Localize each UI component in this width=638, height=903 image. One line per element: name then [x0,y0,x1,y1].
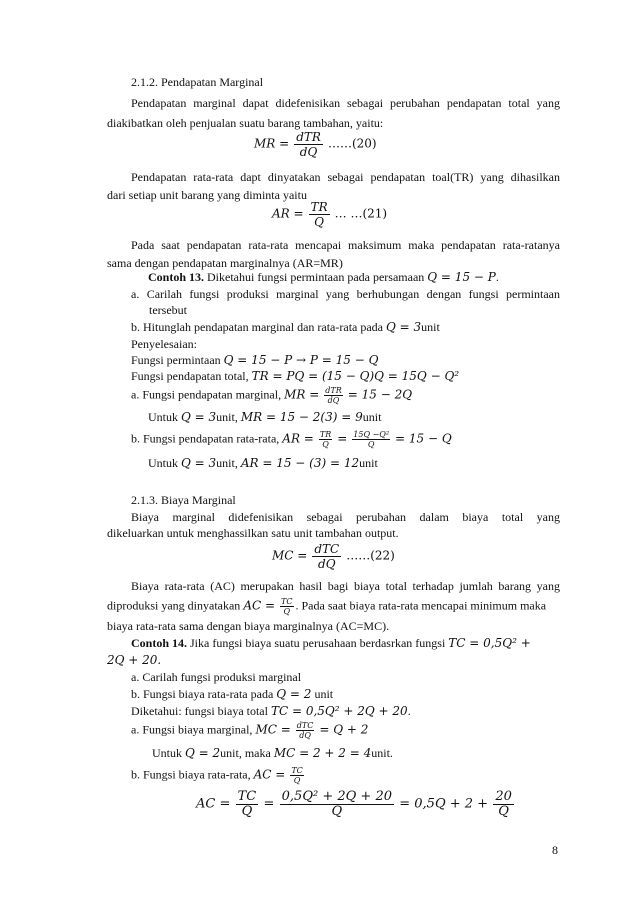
fraction: $\frac{20}{Q}$ [495,789,512,819]
page-number: 8 [552,843,558,857]
solution-b-result: Untuk Q = 3unit, AR = 15 − (3) = 12unit [148,456,378,470]
list-item-a-cont: tersebut [149,303,187,317]
given-cost-function: Diketahui: fungsi biaya total TC = 0,5Q² + 2Q + 20. [131,704,411,718]
paragraph-line: Pendapatan marginal dapat didefenisikan sebagai perubahan pendapatan total yang [131,96,560,110]
fraction: $\frac{\text{dTC}}{dQ}$ [314,542,340,571]
solution-b: b. Fungsi biaya rata-rata, AC = $\frac{TC}{Q}$ [131,766,303,785]
example-14-cont: 2Q + 20. [107,653,162,667]
list-item-b: b. Hitunglah pendapatan marginal dan rata-rata pada Q = 3unit [131,320,440,334]
fraction: $\frac{TC}{Q}$ [237,789,257,819]
solution-a: a. Fungsi biaya marginal, MC = $\frac{\text{dTC}}{dQ}$ = Q + 2 [131,721,369,740]
fraction: $\frac{TC}{Q}$ [281,597,293,616]
solution-b: b. Fungsi pendapatan rata-rata, AR = $\frac{TR}{Q}$ = $\frac{\text{15Q −Q²}}{Q}$ = 15 − Q [131,430,452,449]
fraction: $\frac{\text{0,5Q² + 2Q + 20}}{Q}$ [281,789,392,819]
section-heading-212: 2.1.2. Pendapatan Marginal [131,75,264,89]
solution-a-result: Untuk Q = 3unit, MR = 15 − 2(3) = 9unit [148,410,382,424]
solution-a: a. Fungsi pendapatan marginal, MR = $\frac{\text{dTR}}{dQ}$ = 15 − 2Q [131,386,413,405]
paragraph-line: dari setiap unit barang yang diminta yaitu [107,188,307,202]
paragraph-line: Pendapatan rata-rata dapt dinyatakan sebagai pendapatan toal(TR) yang dihasilkan [131,170,560,184]
revenue-function: Fungsi pendapatan total, TR = PQ = (15 − Q)Q = 15Q − Q² [131,369,460,383]
paragraph-line: Pada saat pendapatan rata-rata mencapai maksimum maka pendapatan rata-ratanya [131,238,560,252]
paragraph-line: diakibatkan oleh penjualan suatu barang tambahan, yaitu: [107,116,384,130]
equation-20: MR = $\frac{\text{dTR}}{dQ}$ ……(20) [254,130,377,159]
paragraph-line: dikeluarkan untuk menghassilkan satu unit tambahan output. [107,526,399,540]
equation-22: MC = $\frac{\text{dTC}}{dQ}$ ……(22) [272,542,395,571]
fraction: $\frac{TC}{Q}$ [291,766,303,785]
solution-a-result: Untuk Q = 2unit, maka MC = 2 + 2 = 4unit. [152,746,393,760]
fraction: $\frac{TR}{Q}$ [319,430,332,449]
fraction: $\frac{TR}{Q}$ [310,200,328,229]
fraction: $\frac{\text{dTR}}{dQ}$ [296,130,321,159]
example-13: Contoh 13. Diketahui fungsi permintaan pada persamaan Q = 15 − P. [148,270,499,284]
list-item-a: a. Carilah fungsi produksi marginal [131,670,302,684]
solution-label: Penyelesaian: [131,337,197,351]
paragraph-line: Biaya rata-rata (AC) merupakan hasil bagi biaya total terhadap jumlah barang yang [131,579,560,593]
example-14: Contoh 14. Jika fungsi biaya suatu perusahaan berdasrkan fungsi TC = 0,5Q² + [131,636,531,650]
equation-ac-final: AC = $\frac{TC}{Q}$ = $\frac{\text{0,5Q² + 2Q + 20}}{Q}$ = 0,5Q + 2 + $\frac{20}{Q}$ [196,789,512,819]
fraction: $\frac{\text{dTR}}{dQ}$ [325,386,342,405]
section-heading-213: 2.1.3. Biaya Marginal [131,493,236,507]
list-item-b: b. Fungsi biaya rata-rata pada Q = 2 unit [131,687,334,701]
fraction: $\frac{\text{15Q −Q²}}{Q}$ [353,430,390,449]
demand-function: Fungsi permintaan Q = 15 − P → P = 15 − Q [131,353,379,367]
paragraph-line: biaya rata-rata sama dengan biaya marginalnya (AC=MC). [107,619,390,633]
list-item-a: a. Carilah fungsi produksi marginal yang berhubungan dengan fungsi permintaan [131,287,560,301]
paragraph-line: Biaya marginal didefenisikan sebagai perubahan dalam biaya total yang [131,510,560,524]
paragraph-line: sama dengan pendapatan marginalnya (AR=MR) [107,256,343,270]
fraction: $\frac{\text{dTC}}{dQ}$ [296,721,314,740]
paragraph-line-ac: diproduksi yang dinyatakan AC = $\frac{TC}{Q}$ . Pada saat biaya rata-rata mencapai minimum maka [107,597,547,616]
equation-21: AR = $\frac{TR}{Q}$ … …(21) [272,200,388,229]
